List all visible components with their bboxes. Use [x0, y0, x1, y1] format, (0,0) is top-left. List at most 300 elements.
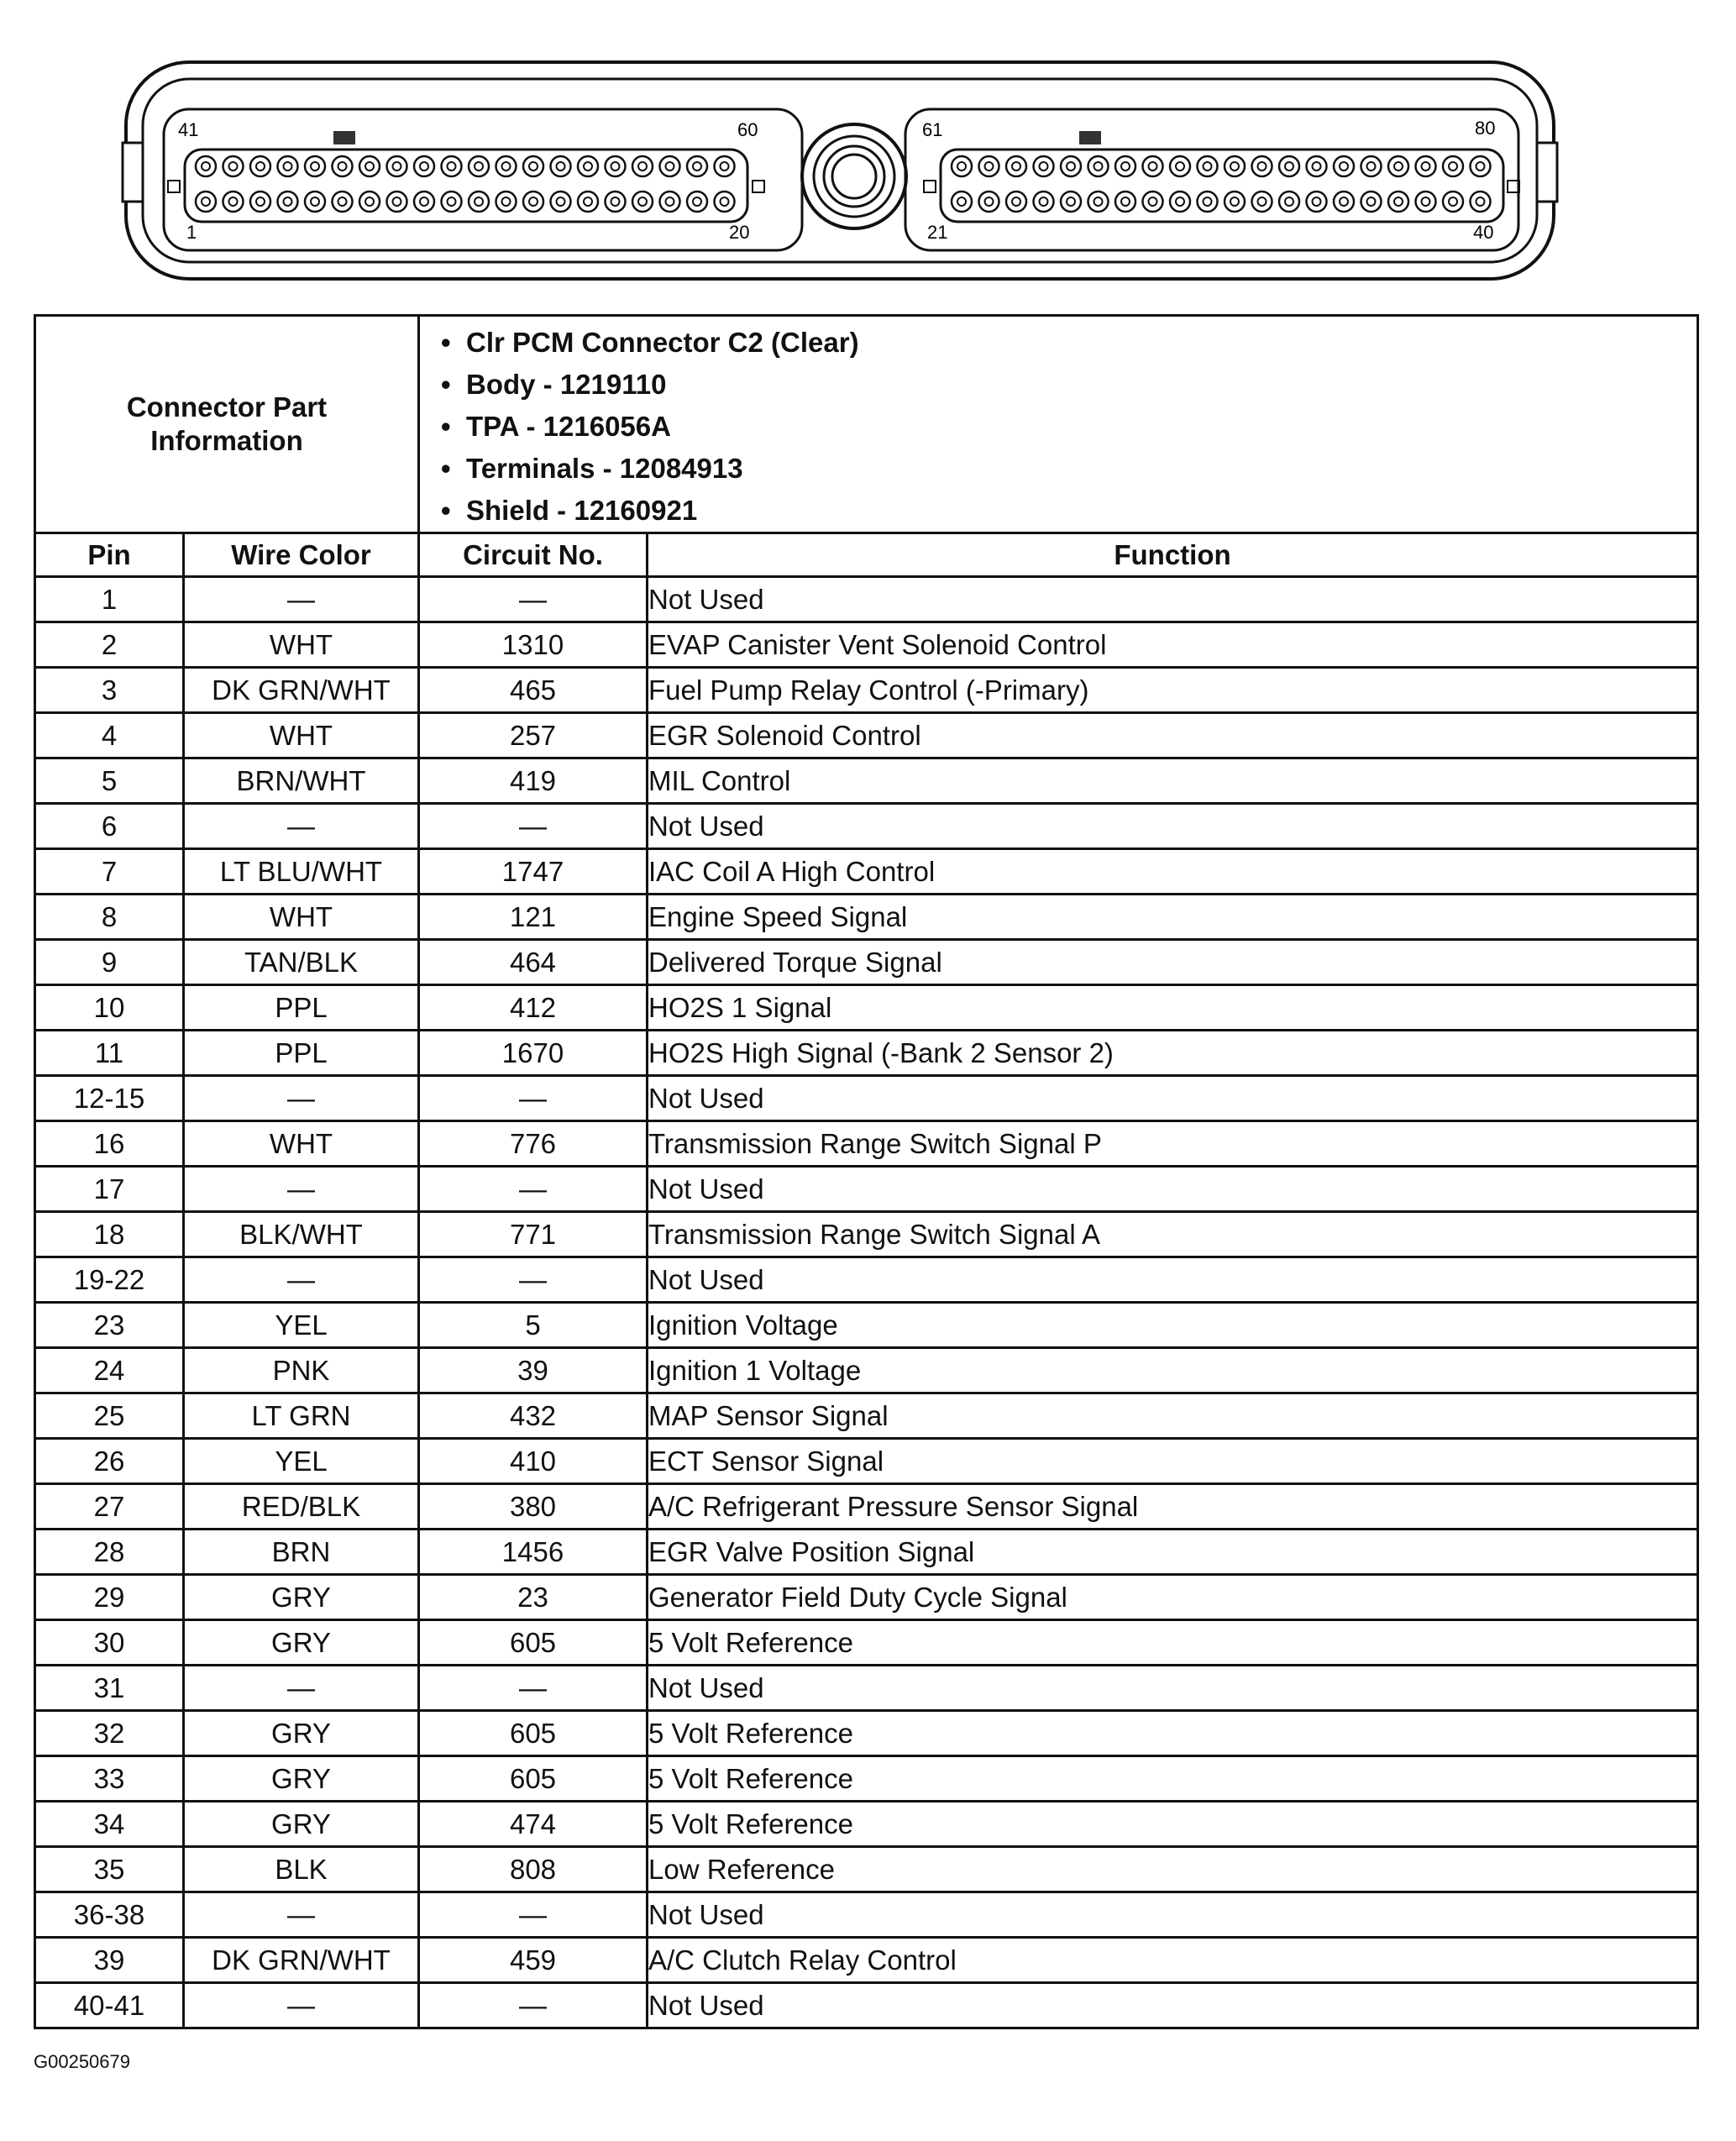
- pin-cavity: [442, 192, 462, 212]
- pin-cavity: [1361, 156, 1382, 176]
- info-item-shield: • Shield - 12160921: [466, 490, 1697, 532]
- function-cell: Not Used: [648, 1076, 1698, 1121]
- pin-cavity-center: [693, 197, 701, 206]
- wire-color-cell: —: [184, 1666, 419, 1711]
- pin-cavity-center: [1149, 162, 1157, 171]
- circuit-cell: 771: [419, 1212, 648, 1257]
- pin-cavity-center: [202, 197, 210, 206]
- table-header-row: [35, 533, 1698, 577]
- pin-cavity-center: [338, 162, 347, 171]
- circuit-cell: 39: [419, 1348, 648, 1393]
- pin-cavity: [1307, 156, 1327, 176]
- function-cell: Transmission Range Switch Signal A: [648, 1212, 1698, 1257]
- left-block-key: [333, 131, 355, 144]
- function-cell: Generator Field Duty Cycle Signal: [648, 1575, 1698, 1620]
- pin-cavity: [1279, 192, 1299, 212]
- pin-cavity: [1115, 156, 1135, 176]
- circuit-cell: 121: [419, 895, 648, 940]
- pin-cavity: [1388, 156, 1408, 176]
- pin-cavity: [952, 156, 972, 176]
- function-cell: Ignition Voltage: [648, 1303, 1698, 1348]
- pin-cavity-center: [475, 197, 483, 206]
- wire-color-cell: PPL: [184, 985, 419, 1031]
- left-bottom-pin-row: [196, 192, 735, 212]
- pin-cavity-center: [1176, 197, 1184, 206]
- pin-cavity-center: [529, 197, 538, 206]
- pin-cavity: [551, 156, 571, 176]
- circuit-cell: —: [419, 804, 648, 849]
- function-cell: Not Used: [648, 1666, 1698, 1711]
- connector-pinout-table: [34, 314, 1699, 2029]
- circuit-cell: 412: [419, 985, 648, 1031]
- pin-cavity-center: [311, 162, 319, 171]
- function-cell: ECT Sensor Signal: [648, 1439, 1698, 1484]
- pin-cavity: [979, 192, 999, 212]
- pin-cavity: [1088, 156, 1109, 176]
- header-wire-color: Wire Color: [184, 533, 419, 577]
- pin-cell: 23: [35, 1303, 184, 1348]
- table-row: [35, 1348, 1698, 1393]
- circuit-cell: 5: [419, 1303, 648, 1348]
- info-item-connector: • Clr PCM Connector C2 (Clear): [466, 322, 1697, 364]
- pin-cavity-center: [1285, 197, 1293, 206]
- pin-cell: 28: [35, 1530, 184, 1575]
- table-row: [35, 895, 1698, 940]
- pin-cavity-center: [393, 162, 401, 171]
- wire-color-cell: GRY: [184, 1756, 419, 1802]
- table-row: [35, 1167, 1698, 1212]
- pin-cavity: [196, 156, 216, 176]
- circuit-cell: —: [419, 1257, 648, 1303]
- pin-cavity-center: [311, 197, 319, 206]
- pin-cavity: [414, 156, 434, 176]
- pin-cavity: [1334, 156, 1354, 176]
- pin-cavity-center: [957, 197, 966, 206]
- pin-cavity: [606, 192, 626, 212]
- table-row: [35, 1484, 1698, 1530]
- pin-cavity: [1252, 192, 1272, 212]
- wire-color-cell: LT GRN: [184, 1393, 419, 1439]
- pin-cavity: [1443, 156, 1463, 176]
- table-row: [35, 713, 1698, 758]
- pin-cavity-center: [1094, 197, 1103, 206]
- pin-cavity: [305, 156, 325, 176]
- pin-cavity-center: [1367, 162, 1376, 171]
- wire-color-cell: RED/BLK: [184, 1484, 419, 1530]
- circuit-cell: 464: [419, 940, 648, 985]
- function-cell: Transmission Range Switch Signal P: [648, 1121, 1698, 1167]
- pin-cavity-center: [1340, 162, 1348, 171]
- table-row: [35, 622, 1698, 668]
- pin-cell: 9: [35, 940, 184, 985]
- function-cell: EGR Solenoid Control: [648, 713, 1698, 758]
- pin-cavity: [1006, 156, 1026, 176]
- pin-cavity-center: [1476, 197, 1485, 206]
- wire-color-cell: —: [184, 1892, 419, 1938]
- wire-color-cell: DK GRN/WHT: [184, 1938, 419, 1983]
- pin-cavity: [1170, 156, 1190, 176]
- pin-cell: 33: [35, 1756, 184, 1802]
- pin-cell: 26: [35, 1439, 184, 1484]
- circuit-cell: 776: [419, 1121, 648, 1167]
- wire-color-cell: —: [184, 1167, 419, 1212]
- pin-cavity: [196, 192, 216, 212]
- pin-cavity: [278, 192, 298, 212]
- function-cell: Delivered Torque Signal: [648, 940, 1698, 985]
- header-function: Function: [648, 533, 1698, 577]
- pin-cavity-center: [611, 162, 620, 171]
- pin-cavity: [523, 156, 543, 176]
- pin-cell: 12-15: [35, 1076, 184, 1121]
- pin-cavity-center: [1012, 162, 1020, 171]
- pin-cell: 24: [35, 1348, 184, 1393]
- pin-cavity-center: [1258, 197, 1267, 206]
- table-row: [35, 1575, 1698, 1620]
- pin-cavity-center: [393, 197, 401, 206]
- pin-cavity-center: [229, 162, 238, 171]
- pin-cavity-center: [1367, 197, 1376, 206]
- pin-cavity-center: [502, 197, 511, 206]
- right-bottom-pin-row: [952, 192, 1491, 212]
- table-row: [35, 1212, 1698, 1257]
- pin-cavity: [687, 156, 707, 176]
- circuit-cell: —: [419, 1983, 648, 2028]
- circuit-cell: 380: [419, 1484, 648, 1530]
- connector-info-label: [35, 316, 419, 533]
- latch-left: [123, 143, 143, 202]
- pin-cavity: [1006, 192, 1026, 212]
- wire-color-cell: PPL: [184, 1031, 419, 1076]
- function-cell: Not Used: [648, 577, 1698, 622]
- pin-cavity-center: [1394, 162, 1403, 171]
- circuit-cell: 605: [419, 1756, 648, 1802]
- pin-cell: 39: [35, 1938, 184, 1983]
- pin-cavity-center: [202, 162, 210, 171]
- pin-cavity: [1416, 192, 1436, 212]
- wire-color-cell: YEL: [184, 1303, 419, 1348]
- table-row: [35, 1439, 1698, 1484]
- pin-cavity-center: [1094, 162, 1103, 171]
- pin-cavity-center: [1121, 162, 1130, 171]
- pin-cell: 30: [35, 1620, 184, 1666]
- pin-cell: 17: [35, 1167, 184, 1212]
- pin-cavity: [387, 156, 407, 176]
- pin-cavity-center: [1204, 197, 1212, 206]
- pin-cavity-center: [1067, 162, 1075, 171]
- function-cell: Ignition 1 Voltage: [648, 1348, 1698, 1393]
- figure-id: G00250679: [34, 2051, 130, 2072]
- pin-cavity: [952, 192, 972, 212]
- circuit-cell: 1310: [419, 622, 648, 668]
- table-row: [35, 1938, 1698, 1983]
- pin-cavity: [578, 156, 598, 176]
- pin-cavity-center: [957, 162, 966, 171]
- pin-cavity: [469, 192, 489, 212]
- pin-cavity: [1361, 192, 1382, 212]
- table-row: [35, 1257, 1698, 1303]
- latch-right: [1537, 143, 1557, 202]
- pin-cavity: [1252, 156, 1272, 176]
- function-cell: Low Reference: [648, 1847, 1698, 1892]
- pin-cavity-center: [365, 162, 374, 171]
- pin-cavity-center: [1230, 162, 1239, 171]
- pin-cell: 8: [35, 895, 184, 940]
- table-row: [35, 1121, 1698, 1167]
- pin-cavity: [359, 156, 380, 176]
- pin-cavity: [551, 192, 571, 212]
- pin-cell: 4: [35, 713, 184, 758]
- pin-cavity-center: [1230, 197, 1239, 206]
- function-cell: HO2S High Signal (-Bank 2 Sensor 2): [648, 1031, 1698, 1076]
- function-cell: EGR Valve Position Signal: [648, 1530, 1698, 1575]
- pin-cavity: [1334, 192, 1354, 212]
- pin-cavity: [442, 156, 462, 176]
- pin-cavity-center: [338, 197, 347, 206]
- right-top-pin-row: [952, 156, 1491, 176]
- table-row: [35, 1031, 1698, 1076]
- wire-color-cell: LT BLU/WHT: [184, 849, 419, 895]
- pin-cell: 5: [35, 758, 184, 804]
- pin-cavity: [1443, 192, 1463, 212]
- pin-cavity-center: [284, 162, 292, 171]
- wire-color-cell: GRY: [184, 1802, 419, 1847]
- pin-cavity-center: [1040, 162, 1048, 171]
- pin-cavity-center: [1204, 162, 1212, 171]
- pin-cavity: [250, 156, 270, 176]
- pin-cavity: [469, 156, 489, 176]
- wire-color-cell: PNK: [184, 1348, 419, 1393]
- pin-cell: 7: [35, 849, 184, 895]
- table-row: [35, 1393, 1698, 1439]
- pin-cavity-center: [1476, 162, 1485, 171]
- table-row: [35, 940, 1698, 985]
- circuit-cell: 257: [419, 713, 648, 758]
- table-row: [35, 1756, 1698, 1802]
- pin-cavity: [333, 156, 353, 176]
- wire-color-cell: BRN: [184, 1530, 419, 1575]
- pin-cavity-center: [529, 162, 538, 171]
- pin-cavity: [979, 156, 999, 176]
- pin-cavity: [278, 156, 298, 176]
- pin-cavity: [1088, 192, 1109, 212]
- pin-cavity: [1143, 192, 1163, 212]
- pin-cavity-center: [611, 197, 620, 206]
- table-row: [35, 1303, 1698, 1348]
- table-row: [35, 1802, 1698, 1847]
- table-row: [35, 804, 1698, 849]
- pin-cell: 32: [35, 1711, 184, 1756]
- function-cell: HO2S 1 Signal: [648, 985, 1698, 1031]
- circuit-cell: 459: [419, 1938, 648, 1983]
- wire-color-cell: GRY: [184, 1711, 419, 1756]
- pin-cavity: [1416, 156, 1436, 176]
- pin-cavity: [1225, 192, 1245, 212]
- pin-cavity: [1061, 156, 1081, 176]
- wire-color-cell: YEL: [184, 1439, 419, 1484]
- function-cell: IAC Coil A High Control: [648, 849, 1698, 895]
- table-row: [35, 1530, 1698, 1575]
- right-block-tab-left: [924, 181, 936, 192]
- pin-cavity-center: [1313, 197, 1321, 206]
- pin-cavity-center: [1340, 197, 1348, 206]
- table-row: [35, 1711, 1698, 1756]
- table-row: [35, 1983, 1698, 2028]
- pin-cavity-center: [1040, 197, 1048, 206]
- connector-info-label-line1: Connector Part: [126, 391, 328, 422]
- pin-cavity-center: [584, 162, 592, 171]
- wire-color-cell: BLK/WHT: [184, 1212, 419, 1257]
- wire-color-cell: TAN/BLK: [184, 940, 419, 985]
- pin-cavity-center: [557, 197, 565, 206]
- pin-cavity-center: [666, 162, 674, 171]
- pin-cavity: [578, 192, 598, 212]
- circuit-cell: —: [419, 1167, 648, 1212]
- pin-cavity: [523, 192, 543, 212]
- pin-cell: 36-38: [35, 1892, 184, 1938]
- header-pin: Pin: [35, 533, 184, 577]
- pin-cell: 29: [35, 1575, 184, 1620]
- left-block-tab-left: [168, 181, 180, 192]
- pin-cavity: [687, 192, 707, 212]
- circuit-cell: 432: [419, 1393, 648, 1439]
- function-cell: A/C Clutch Relay Control: [648, 1938, 1698, 1983]
- pin-cavity-center: [1422, 162, 1430, 171]
- pin-cell: 25: [35, 1393, 184, 1439]
- pin-cavity: [305, 192, 325, 212]
- circuit-cell: 1747: [419, 849, 648, 895]
- pin-cavity-center: [721, 197, 729, 206]
- pin-cavity-center: [1422, 197, 1430, 206]
- function-cell: 5 Volt Reference: [648, 1756, 1698, 1802]
- table-row: [35, 849, 1698, 895]
- pin-label-80: 80: [1475, 118, 1496, 139]
- pin-label-40: 40: [1473, 222, 1494, 243]
- function-cell: EVAP Canister Vent Solenoid Control: [648, 622, 1698, 668]
- circuit-cell: —: [419, 1892, 648, 1938]
- wire-color-cell: —: [184, 1983, 419, 2028]
- right-pin-block-frame: [905, 109, 1518, 250]
- pin-cavity-center: [365, 197, 374, 206]
- pin-cavity-center: [693, 162, 701, 171]
- pin-cavity-center: [1149, 197, 1157, 206]
- pin-cavity-center: [557, 162, 565, 171]
- function-cell: MAP Sensor Signal: [648, 1393, 1698, 1439]
- pin-cell: 2: [35, 622, 184, 668]
- pin-cell: 19-22: [35, 1257, 184, 1303]
- circuit-cell: —: [419, 1666, 648, 1711]
- pin-cavity: [1034, 192, 1054, 212]
- circuit-cell: 23: [419, 1575, 648, 1620]
- circuit-cell: 605: [419, 1620, 648, 1666]
- pin-cavity-center: [1285, 162, 1293, 171]
- wire-color-cell: WHT: [184, 713, 419, 758]
- pin-cavity-center: [284, 197, 292, 206]
- pin-cavity-center: [448, 197, 456, 206]
- pin-cavity-center: [256, 197, 265, 206]
- pin-cavity-center: [1176, 162, 1184, 171]
- pin-cell: 35: [35, 1847, 184, 1892]
- function-cell: Engine Speed Signal: [648, 895, 1698, 940]
- pin-cavity-center: [502, 162, 511, 171]
- pin-cell: 31: [35, 1666, 184, 1711]
- circuit-cell: 1456: [419, 1530, 648, 1575]
- pin-cell: 11: [35, 1031, 184, 1076]
- pin-label-20: 20: [729, 222, 750, 243]
- table-row: [35, 577, 1698, 622]
- pin-cavity: [414, 192, 434, 212]
- connector-info-label-line2: Information: [150, 425, 303, 456]
- pin-cavity-center: [1121, 197, 1130, 206]
- pin-cavity: [632, 192, 653, 212]
- pin-cavity: [660, 192, 680, 212]
- pin-cell: 3: [35, 668, 184, 713]
- pin-cavity: [1170, 192, 1190, 212]
- pin-label-21: 21: [927, 222, 948, 243]
- pin-cell: 16: [35, 1121, 184, 1167]
- info-item-body: • Body - 1219110: [466, 364, 1697, 406]
- pin-label-61: 61: [922, 119, 943, 140]
- pin-cell: 34: [35, 1802, 184, 1847]
- pin-cavity-center: [256, 162, 265, 171]
- pin-label-41: 41: [178, 119, 199, 140]
- table-row: [35, 1076, 1698, 1121]
- pin-cavity: [632, 156, 653, 176]
- circuit-cell: 605: [419, 1711, 648, 1756]
- connector-info-list: [420, 317, 1697, 532]
- pin-cavity: [496, 156, 517, 176]
- function-cell: MIL Control: [648, 758, 1698, 804]
- pin-cavity-center: [1067, 197, 1075, 206]
- circuit-cell: 410: [419, 1439, 648, 1484]
- pin-cavity: [1388, 192, 1408, 212]
- wire-color-cell: BRN/WHT: [184, 758, 419, 804]
- pin-cell: 1: [35, 577, 184, 622]
- table-row: [35, 668, 1698, 713]
- wire-color-cell: BLK: [184, 1847, 419, 1892]
- wire-color-cell: DK GRN/WHT: [184, 668, 419, 713]
- pin-cavity: [223, 156, 244, 176]
- pin-cavity: [223, 192, 244, 212]
- circuit-cell: 419: [419, 758, 648, 804]
- circuit-cell: —: [419, 577, 648, 622]
- pin-cavity: [1471, 192, 1491, 212]
- table-row: [35, 985, 1698, 1031]
- function-cell: Not Used: [648, 1257, 1698, 1303]
- function-cell: Not Used: [648, 1167, 1698, 1212]
- pin-cell: 10: [35, 985, 184, 1031]
- info-item-terminals: • Terminals - 12084913: [466, 448, 1697, 490]
- circuit-cell: —: [419, 1076, 648, 1121]
- pin-cavity: [359, 192, 380, 212]
- pin-cavity: [1143, 156, 1163, 176]
- circuit-cell: 465: [419, 668, 648, 713]
- circuit-cell: 1670: [419, 1031, 648, 1076]
- wire-color-cell: —: [184, 804, 419, 849]
- connector-face-diagram: [118, 59, 1571, 286]
- pin-cavity-center: [638, 162, 647, 171]
- table-row: [35, 1847, 1698, 1892]
- circuit-cell: 474: [419, 1802, 648, 1847]
- wire-color-cell: —: [184, 577, 419, 622]
- table-row: [35, 1666, 1698, 1711]
- pin-cell: 27: [35, 1484, 184, 1530]
- pin-cavity-center: [985, 162, 994, 171]
- right-block-key: [1079, 131, 1101, 144]
- pin-cavity-center: [229, 197, 238, 206]
- pin-cavity-center: [1012, 197, 1020, 206]
- pin-cavity-center: [1313, 162, 1321, 171]
- pin-cavity-center: [1258, 162, 1267, 171]
